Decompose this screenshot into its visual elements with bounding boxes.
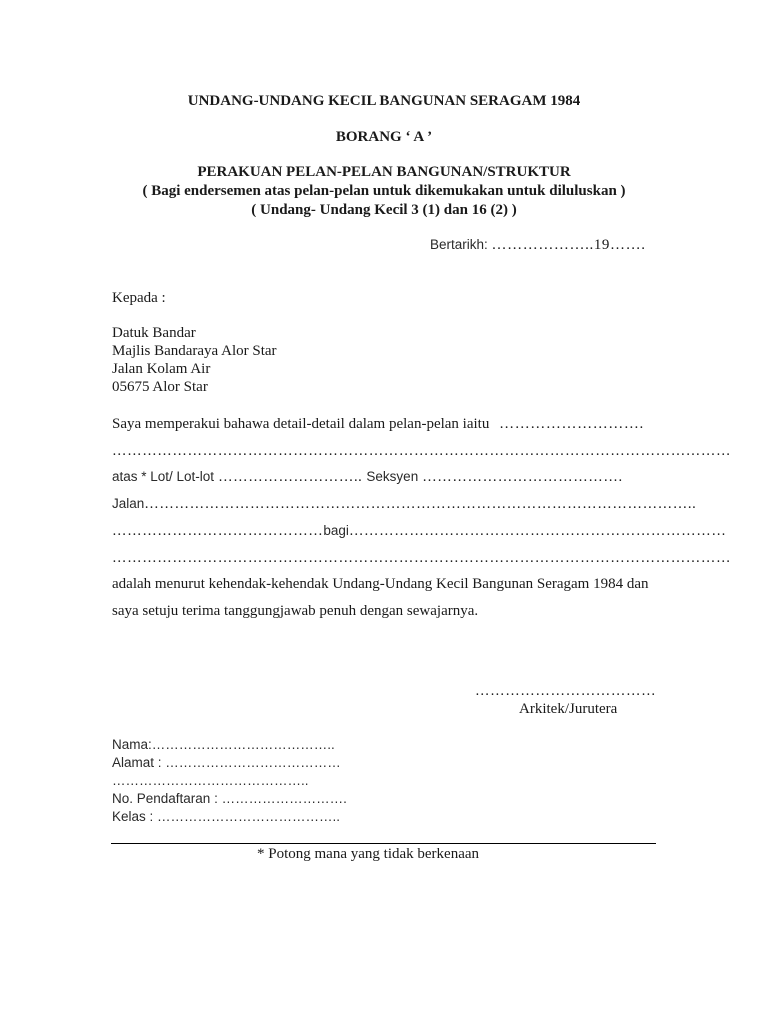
recipient-line: Majlis Bandaraya Alor Star [112, 343, 277, 359]
address-field-continued: …………………………………….. [112, 773, 309, 788]
bylaw-reference: ( Undang- Undang Kecil 3 (1) dan 16 (2) ) [251, 202, 517, 218]
address-field: Alamat : ………………………………… [112, 755, 341, 770]
bagi-label: bagi [323, 523, 349, 538]
certify-text: Saya memperakui bahawa detail-detail dalam pelan-pelan iaitu [112, 416, 490, 432]
plan-details-field-continued: …………………………………………………………………………………………………………… [112, 443, 732, 459]
lot-line [112, 468, 623, 486]
lot-field: ……………………….. [218, 469, 363, 485]
statement-line: saya setuju terima tanggungjawab penuh dengan sewajarnya. [112, 603, 479, 619]
signatory-title: Arkitek/Jurutera [519, 701, 618, 717]
seksyen-field: …………………………………. [422, 469, 623, 485]
footnote-divider [111, 843, 656, 844]
certify-line [112, 416, 644, 433]
jalan-line [112, 495, 696, 513]
certificate-subtitle: ( Bagi endersemen atas pelan-pelan untuk dikemukakan untuk diluluskan ) [142, 183, 626, 199]
certificate-title: PERAKUAN PELAN-PELAN BANGUNAN/STRUKTUR [197, 164, 571, 180]
purpose-pre-field: …………………………………… [112, 523, 324, 539]
lot-label: atas * Lot/ Lot-lot [112, 469, 215, 484]
date-field: ………………..19……. [491, 237, 646, 253]
date-line [430, 237, 646, 254]
recipient-line: 05675 Alor Star [112, 379, 208, 395]
recipient-line: Jalan Kolam Air [112, 361, 211, 377]
bagi-line [112, 522, 726, 540]
purpose-field-continued: …………………………………………………………………………………………………………… [112, 550, 732, 566]
jalan-label: Jalan [112, 496, 145, 511]
statement-line: adalah menurut kehendak-kehendak Undang-Undang Kecil Bangunan Seragam 1984 dan [112, 576, 649, 592]
act-title: UNDANG-UNDANG KECIL BANGUNAN SERAGAM 1984 [187, 93, 581, 109]
form-name: BORANG ‘ A ’ [335, 129, 433, 145]
name-field: Nama:………………………………….. [112, 737, 335, 752]
seksyen-label: Seksyen [366, 469, 419, 484]
purpose-field: ………………………………………………………………… [348, 523, 727, 539]
registration-number-field: No. Pendaftaran : ………………………. [112, 791, 347, 806]
footnote: * Potong mana yang tidak berkenaan [257, 846, 480, 862]
date-label: Bertarikh: [430, 237, 488, 252]
jalan-field: ……………………………………………………………………………………………….. [144, 496, 697, 512]
to-label: Kepada : [112, 290, 166, 306]
plan-details-field: ………………………. [499, 416, 644, 432]
signature-field: ……………………………… [475, 683, 657, 699]
recipient-line: Datuk Bandar [112, 325, 196, 341]
class-field: Kelas : ………………………………….. [112, 809, 341, 824]
